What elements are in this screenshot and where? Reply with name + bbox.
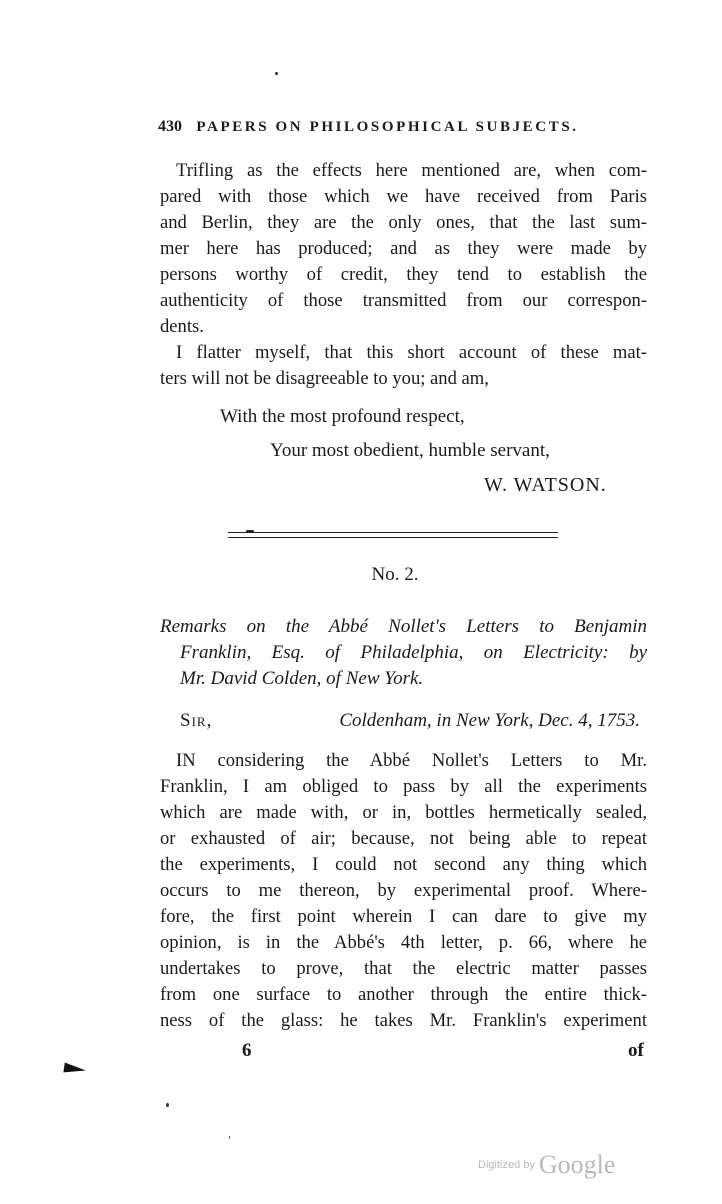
scan-mark-icon [63,1063,86,1076]
letter-line: which are made with, or in, bottles hermetically sealed, [160,802,647,823]
letter-line: fore, the first point wherein I can dare to give my [160,906,647,927]
section-title: Franklin, Esq. of Philadelphia, on Electricity: by [180,642,647,663]
scan-speck [275,72,278,75]
rule-ornament [246,530,254,533]
section-title: Mr. David Colden, of New York. [180,668,424,689]
body-line: authenticity of those transmitted from our correspon- [160,290,647,311]
scan-speck [166,1103,169,1107]
google-logo: Google [538,1150,616,1179]
body-line: dents. [160,316,204,337]
letter-line: Franklin, I am obliged to pass by all the experiments [160,776,647,797]
body-line: and Berlin, they are the only ones, that the last sum- [160,212,647,233]
running-header [158,118,608,136]
letter-line: IN considering the Abbé Nollet's Letters to Mr. [176,750,647,771]
letter-line: from one surface to another through the entire thick- [160,984,647,1005]
letter-line: opinion, is in the Abbé's 4th letter, p. 66, where he [160,932,647,953]
body-line: ters will not be disagreeable to you; and am, [160,368,489,389]
letter-place: Coldenham, in New York, [339,710,534,731]
body-line: persons worthy of credit, they tend to establish the [160,264,647,285]
salutation: Sir, [180,710,213,731]
section-number: No. 2. [371,564,419,585]
letter-line: undertakes to prove, that the electric matter passes [160,958,647,979]
body-line: pared with those which we have received from Paris [160,186,647,207]
body-line: Trifling as the effects here mentioned are, when com- [176,160,647,181]
scan-speck [229,1136,230,1139]
closing-line: Your most obedient, humble servant, [270,440,550,461]
section-title: Remarks on the Abbé Nollet's Letters to Benjamin [160,616,647,637]
letter-line: occurs to me thereon, by experimental proof. Where- [160,880,647,901]
closing-line: With the most profound respect, [220,406,465,427]
watermark-prefix: Digitized by [478,1159,535,1171]
letter-date: Dec. 4, 1753. [538,710,640,731]
signature: W. WATSON. [484,474,607,496]
section-rule [228,537,558,538]
page-number: 430 [158,118,182,135]
digitized-watermark [478,1150,615,1180]
letter-line: ness of the glass: he takes Mr. Franklin's experiment [160,1010,647,1031]
letter-heading [180,710,640,732]
section-rule [228,532,558,533]
body-line: mer here has produced; and as they were made by [160,238,647,259]
signature-mark: 6 [242,1040,252,1061]
letter-line: or exhausted of air; because, not being able to repeat [160,828,647,849]
catchword: of [628,1040,644,1061]
running-title: PAPERS ON PHILOSOPHICAL SUBJECTS. [196,119,579,135]
letter-line: the experiments, I could not second any thing which [160,854,647,875]
body-line: I flatter myself, that this short account of these mat- [176,342,647,363]
